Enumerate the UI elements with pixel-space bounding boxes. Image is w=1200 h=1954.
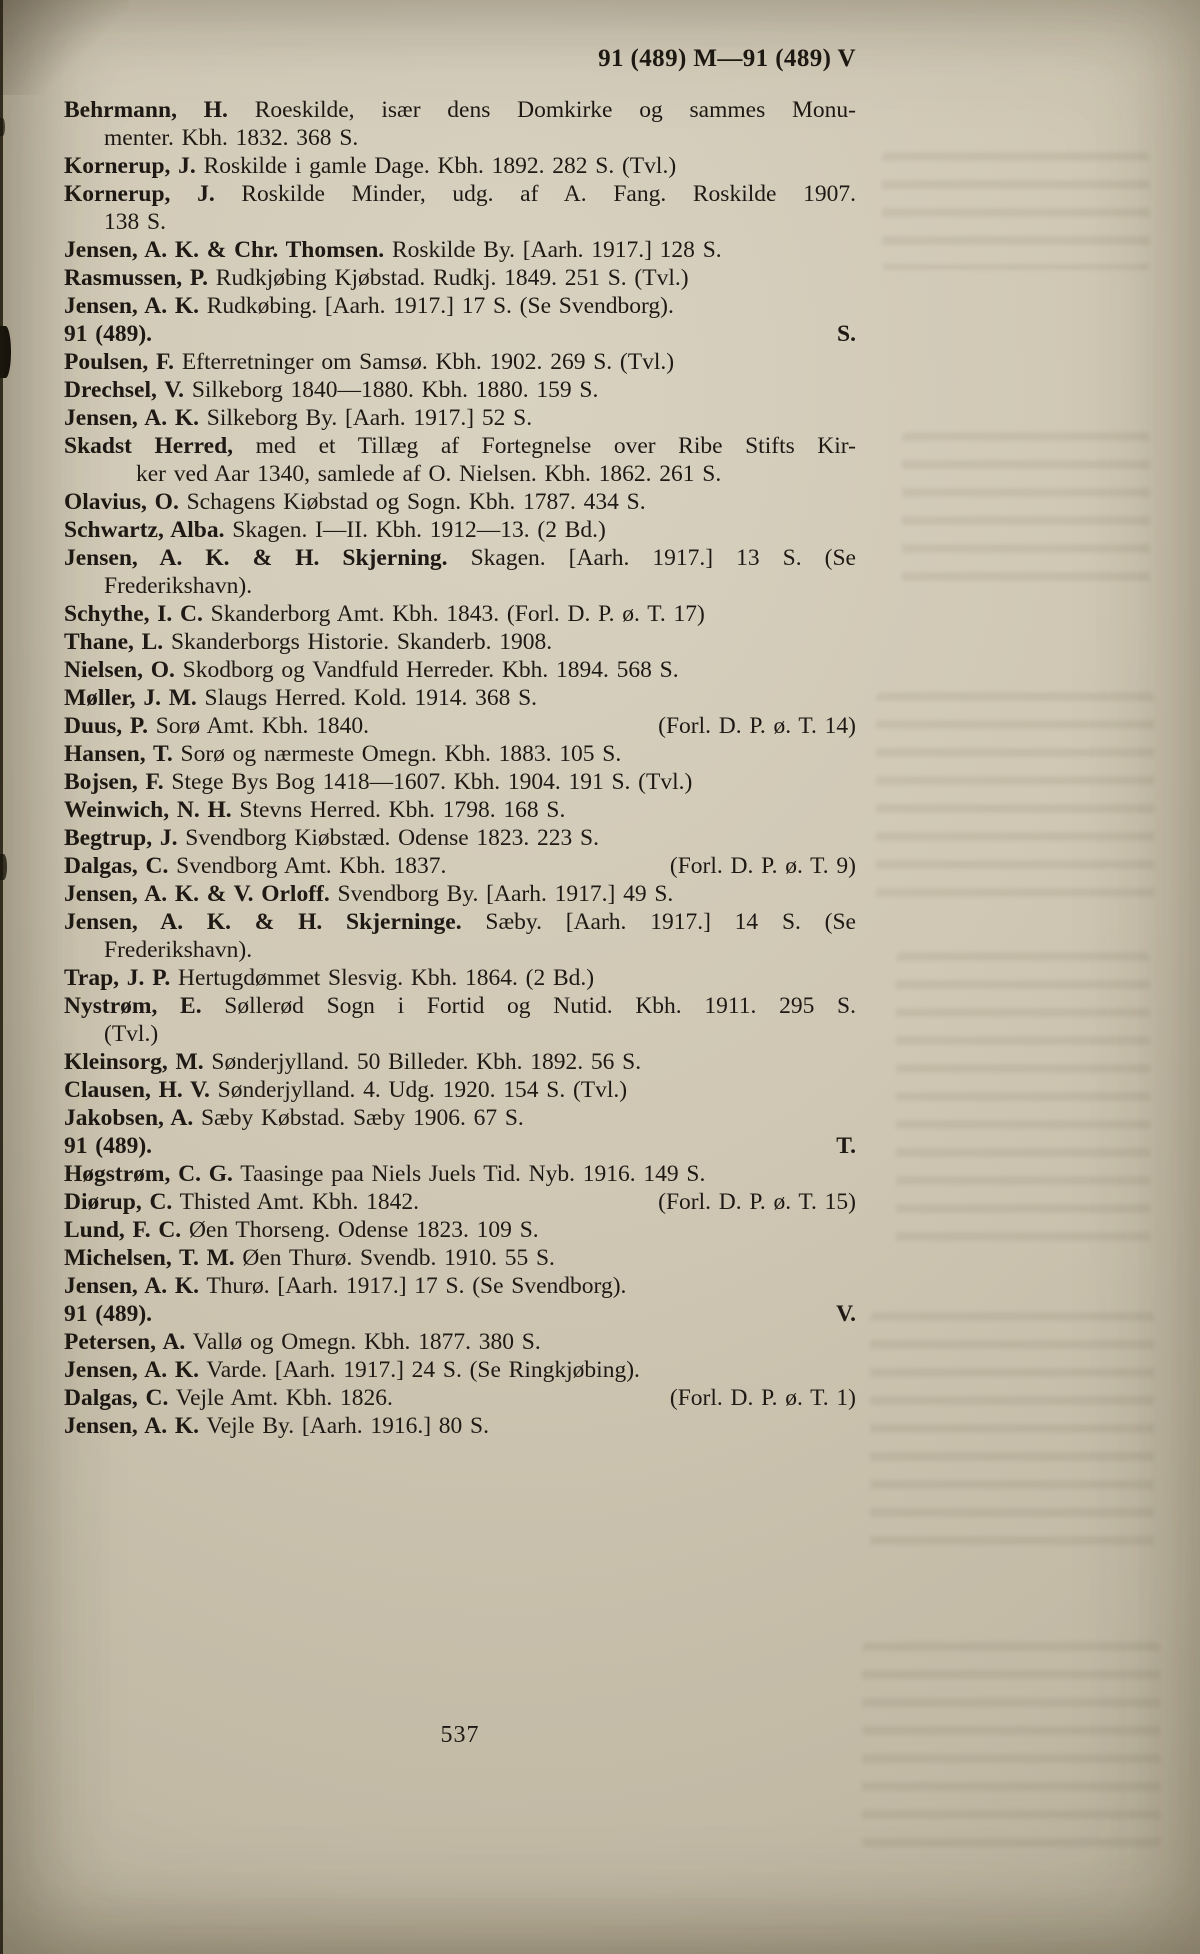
entry-line [64,96,856,124]
entry-author: Kornerup, J. [64,153,196,179]
running-header-text: 91 (489) M—91 (489) V [598,45,856,72]
entry-series-ref: (Forl. D. P. ø. T. 14) [658,713,856,739]
entry-author: Behrmann, H. [64,97,228,123]
entry-author: Hansen, T. [64,741,173,767]
scan-edge-left [0,0,3,1954]
entry-author: Poulsen, F. [64,349,175,375]
entry-line [64,1272,856,1300]
entry-author: Jensen, A. K. [64,293,199,319]
entry-line [64,712,856,740]
section-number: 91 (489). [64,1301,153,1327]
entry-line [64,1216,856,1244]
section-heading [64,320,856,348]
entry-text [64,1132,152,1160]
entry-author: Jensen, A. K. [64,1273,199,1299]
entry-author: Jensen, A. K. [64,1357,199,1383]
entry-line [64,1104,856,1132]
entry-continuation-line [64,124,856,152]
entry-author: Duus, P. [64,713,148,739]
entry-list [64,96,856,1440]
entry-line [64,880,856,908]
entry-text: Poulsen, F. Efterretninger om Samsø. Kbh. 1902. 269 S. (Tvl.) [64,349,675,375]
entry-text: Nielsen, O. Skodborg og Vandfuld Herreder. Kbh. 1894. 568 S. [64,657,679,683]
section-number: 91 (489). [64,321,153,347]
section-heading [64,1132,856,1160]
entry-author: Møller, J. M. [64,685,197,711]
entry-continuation-line [64,460,856,488]
entry-line [64,1048,856,1076]
entry-text: Schythe, I. C. Skanderborg Amt. Kbh. 1843. (Forl. D. P. ø. T. 17) [64,601,705,627]
entry-text: Diørup, C. Thisted Amt. Kbh. 1842. [64,1189,419,1215]
entry-text: Kornerup, J. Roskilde i gamle Dage. Kbh. 1892. 282 S. (Tvl.) [64,153,677,179]
entry-author: Drechsel, V. [64,377,185,403]
entry-author: Petersen, A. [64,1329,186,1355]
entry-text: Dalgas, C. Svendborg Amt. Kbh. 1837. [64,853,447,879]
entry-author: Bojsen, F. [64,769,164,795]
entry-author: Schwartz, Alba. [64,517,225,543]
entry-line [64,152,856,180]
section-letter: S. [837,321,856,347]
entry-text: Duus, P. Sorø Amt. Kbh. 1840. [64,713,369,739]
entry-text: Behrmann, H. Roeskilde, især dens Domkirke og sammes Monu- [64,97,856,123]
entry-text: Jensen, A. K. & H. Skjerninge. Sæby. [Aarh. 1917.] 14 S. (Se [64,909,856,935]
section-number: 91 (489). [64,1133,153,1159]
entry-line [64,292,856,320]
entry-line [64,1412,856,1440]
entry-author: Trap, J. P. [64,965,171,991]
text-column [64,44,856,1440]
entry-author: Clausen, H. V. [64,1077,210,1103]
ink-bleed-smudge [862,1642,1160,1848]
entry-line [64,1160,856,1188]
entry-author: Schythe, I. C. [64,601,203,627]
entry-text: Nystrøm, E. Søllerød Sogn i Fortid og Nutid. Kbh. 1911. 295 S. [64,993,856,1019]
entry-line [64,404,856,432]
entry-text: Jensen, A. K. & H. Skjerning. Skagen. [Aarh. 1917.] 13 S. (Se [64,545,856,571]
entry-line [64,1244,856,1272]
entry-text: Michelsen, T. M. Øen Thurø. Svendb. 1910. 55 S. [64,1245,555,1271]
entry-text: Bojsen, F. Stege Bys Bog 1418—1607. Kbh. 1904. 191 S. (Tvl.) [64,769,693,795]
entry-text: Dalgas, C. Vejle Amt. Kbh. 1826. [64,1385,393,1411]
entry-line [64,628,856,656]
section-heading [64,1300,856,1328]
entry-line [64,1384,856,1412]
scan-edge-mark [0,854,7,880]
entry-author: Olavius, O. [64,489,179,515]
entry-text: Jensen, A. K. Rudkøbing. [Aarh. 1917.] 17 S. (Se Svendborg). [64,293,674,319]
entry-line [64,488,856,516]
entry-author: Jensen, A. K. [64,1413,199,1439]
entry-text [64,320,152,348]
ink-bleed-smudge [882,152,1150,270]
entry-text: Jensen, A. K. & V. Orloff. Svendborg By. [Aarh. 1917.] 49 S. [64,881,674,907]
entry-author: Skadst Herred, [64,433,234,459]
entry-text: Frederikshavn). [104,937,253,963]
entry-continuation-line [64,208,856,236]
entry-author: Lund, F. C. [64,1217,182,1243]
entry-line [64,1356,856,1384]
page-number: 537 [440,1722,480,1748]
entry-author: Michelsen, T. M. [64,1245,235,1271]
entry-text: Høgstrøm, C. G. Taasinge paa Niels Juels Tid. Nyb. 1916. 149 S. [64,1161,706,1187]
entry-author: Høgstrøm, C. G. [64,1161,233,1187]
entry-text: Frederikshavn). [104,573,253,599]
entry-author: Jensen, A. K. & H. Skjerninge. [64,909,462,935]
entry-line [64,432,856,460]
entry-text: 138 S. [104,209,166,235]
entry-text: Petersen, A. Vallø og Omegn. Kbh. 1877. 380 S. [64,1329,541,1355]
entry-line [64,992,856,1020]
entry-series-ref: (Forl. D. P. ø. T. 15) [658,1189,856,1215]
entry-line [64,1076,856,1104]
entry-author: Nielsen, O. [64,657,175,683]
entry-text: Jakobsen, A. Sæby Købstad. Sæby 1906. 67 S. [64,1105,524,1131]
entry-text: Olavius, O. Schagens Kiøbstad og Sogn. Kbh. 1787. 434 S. [64,489,646,515]
entry-line [64,908,856,936]
entry-text: Jensen, A. K. & Chr. Thomsen. Roskilde By. [Aarh. 1917.] 128 S. [64,237,722,263]
entry-line [64,964,856,992]
entry-text: Begtrup, J. Svendborg Kiøbstæd. Odense 1823. 223 S. [64,825,599,851]
entry-series-ref: (Forl. D. P. ø. T. 9) [669,853,856,879]
entry-text: Kornerup, J. Roskilde Minder, udg. af A. Fang. Roskilde 1907. [64,181,856,207]
entry-continuation-line [64,572,856,600]
scan-edge-mark [0,326,11,378]
entry-text: Møller, J. M. Slaugs Herred. Kold. 1914. 368 S. [64,685,538,711]
section-letter: T. [836,1133,856,1159]
entry-line [64,180,856,208]
entry-text: Kleinsorg, M. Sønderjylland. 50 Billeder. Kbh. 1892. 56 S. [64,1049,642,1075]
entry-text: Clausen, H. V. Sønderjylland. 4. Udg. 1920. 154 S. (Tvl.) [64,1077,628,1103]
entry-author: Nystrøm, E. [64,993,202,1019]
entry-line [64,376,856,404]
entry-text [64,1300,152,1328]
entry-text: Skadst Herred, med et Tillæg af Fortegnelse over Ribe Stifts Kir- [64,433,856,459]
entry-text: Jensen, A. K. Varde. [Aarh. 1917.] 24 S. (Se Ringkjøbing). [64,1357,640,1383]
entry-line [64,796,856,824]
entry-author: Jensen, A. K. & H. Skjerning. [64,545,448,571]
entry-text: Jensen, A. K. Thurø. [Aarh. 1917.] 17 S. (Se Svendborg). [64,1273,627,1299]
entry-author: Diørup, C. [64,1189,173,1215]
entry-text: Hansen, T. Sorø og nærmeste Omegn. Kbh. 1883. 105 S. [64,741,622,767]
entry-text: (Tvl.) [104,1021,159,1047]
entry-author: Dalgas, C. [64,853,169,879]
entry-author: Rasmussen, P. [64,265,209,291]
entry-line [64,348,856,376]
entry-line [64,740,856,768]
running-header [64,44,856,74]
entry-author: Dalgas, C. [64,1385,169,1411]
entry-continuation-line [64,936,856,964]
ink-bleed-smudge [896,952,1150,1248]
entry-line [64,684,856,712]
entry-author: Jensen, A. K. & V. Orloff. [64,881,330,907]
entry-continuation-line [64,1020,856,1048]
entry-text: Lund, F. C. Øen Thorseng. Odense 1823. 109 S. [64,1217,539,1243]
entry-author: Kleinsorg, M. [64,1049,204,1075]
entry-line [64,824,856,852]
entry-line [64,544,856,572]
entry-line [64,1188,856,1216]
entry-line [64,852,856,880]
entry-text: Jensen, A. K. Silkeborg By. [Aarh. 1917.] 52 S. [64,405,533,431]
entry-line [64,768,856,796]
ink-bleed-smudge [876,692,1154,900]
entry-author: Kornerup, J. [64,181,215,207]
entry-text: menter. Kbh. 1832. 368 S. [104,125,359,151]
entry-author: Begtrup, J. [64,825,178,851]
entry-text: Rasmussen, P. Rudkjøbing Kjøbstad. Rudkj. 1849. 251 S. (Tvl.) [64,265,689,291]
entry-author: Jakobsen, A. [64,1105,194,1131]
entry-text: Jensen, A. K. Vejle By. [Aarh. 1916.] 80 S. [64,1413,489,1439]
entry-author: Thane, L. [64,629,164,655]
entry-line [64,1328,856,1356]
entry-series-ref: (Forl. D. P. ø. T. 1) [669,1385,856,1411]
entry-line [64,264,856,292]
entry-author: Jensen, A. K. [64,405,199,431]
section-letter: V. [836,1301,856,1327]
scan-edge-mark [0,118,5,136]
entry-text: Drechsel, V. Silkeborg 1840—1880. Kbh. 1880. 159 S. [64,377,599,403]
entry-line [64,516,856,544]
entry-line [64,600,856,628]
ink-bleed-smudge [870,1312,1154,1560]
entry-line [64,656,856,684]
entry-text: Weinwich, N. H. Stevns Herred. Kbh. 1798. 168 S. [64,797,566,823]
entry-author: Jensen, A. K. & Chr. Thomsen. [64,237,385,263]
entry-text: ker ved Aar 1340, samlede af O. Nielsen. Kbh. 1862. 261 S. [136,461,722,487]
entry-author: Weinwich, N. H. [64,797,232,823]
entry-text: Schwartz, Alba. Skagen. I—II. Kbh. 1912—13. (2 Bd.) [64,517,606,543]
ink-bleed-smudge [902,432,1150,600]
entry-text: Trap, J. P. Hertugdømmet Slesvig. Kbh. 1864. (2 Bd.) [64,965,595,991]
entry-line [64,236,856,264]
entry-text: Thane, L. Skanderborgs Historie. Skanderb. 1908. [64,629,553,655]
